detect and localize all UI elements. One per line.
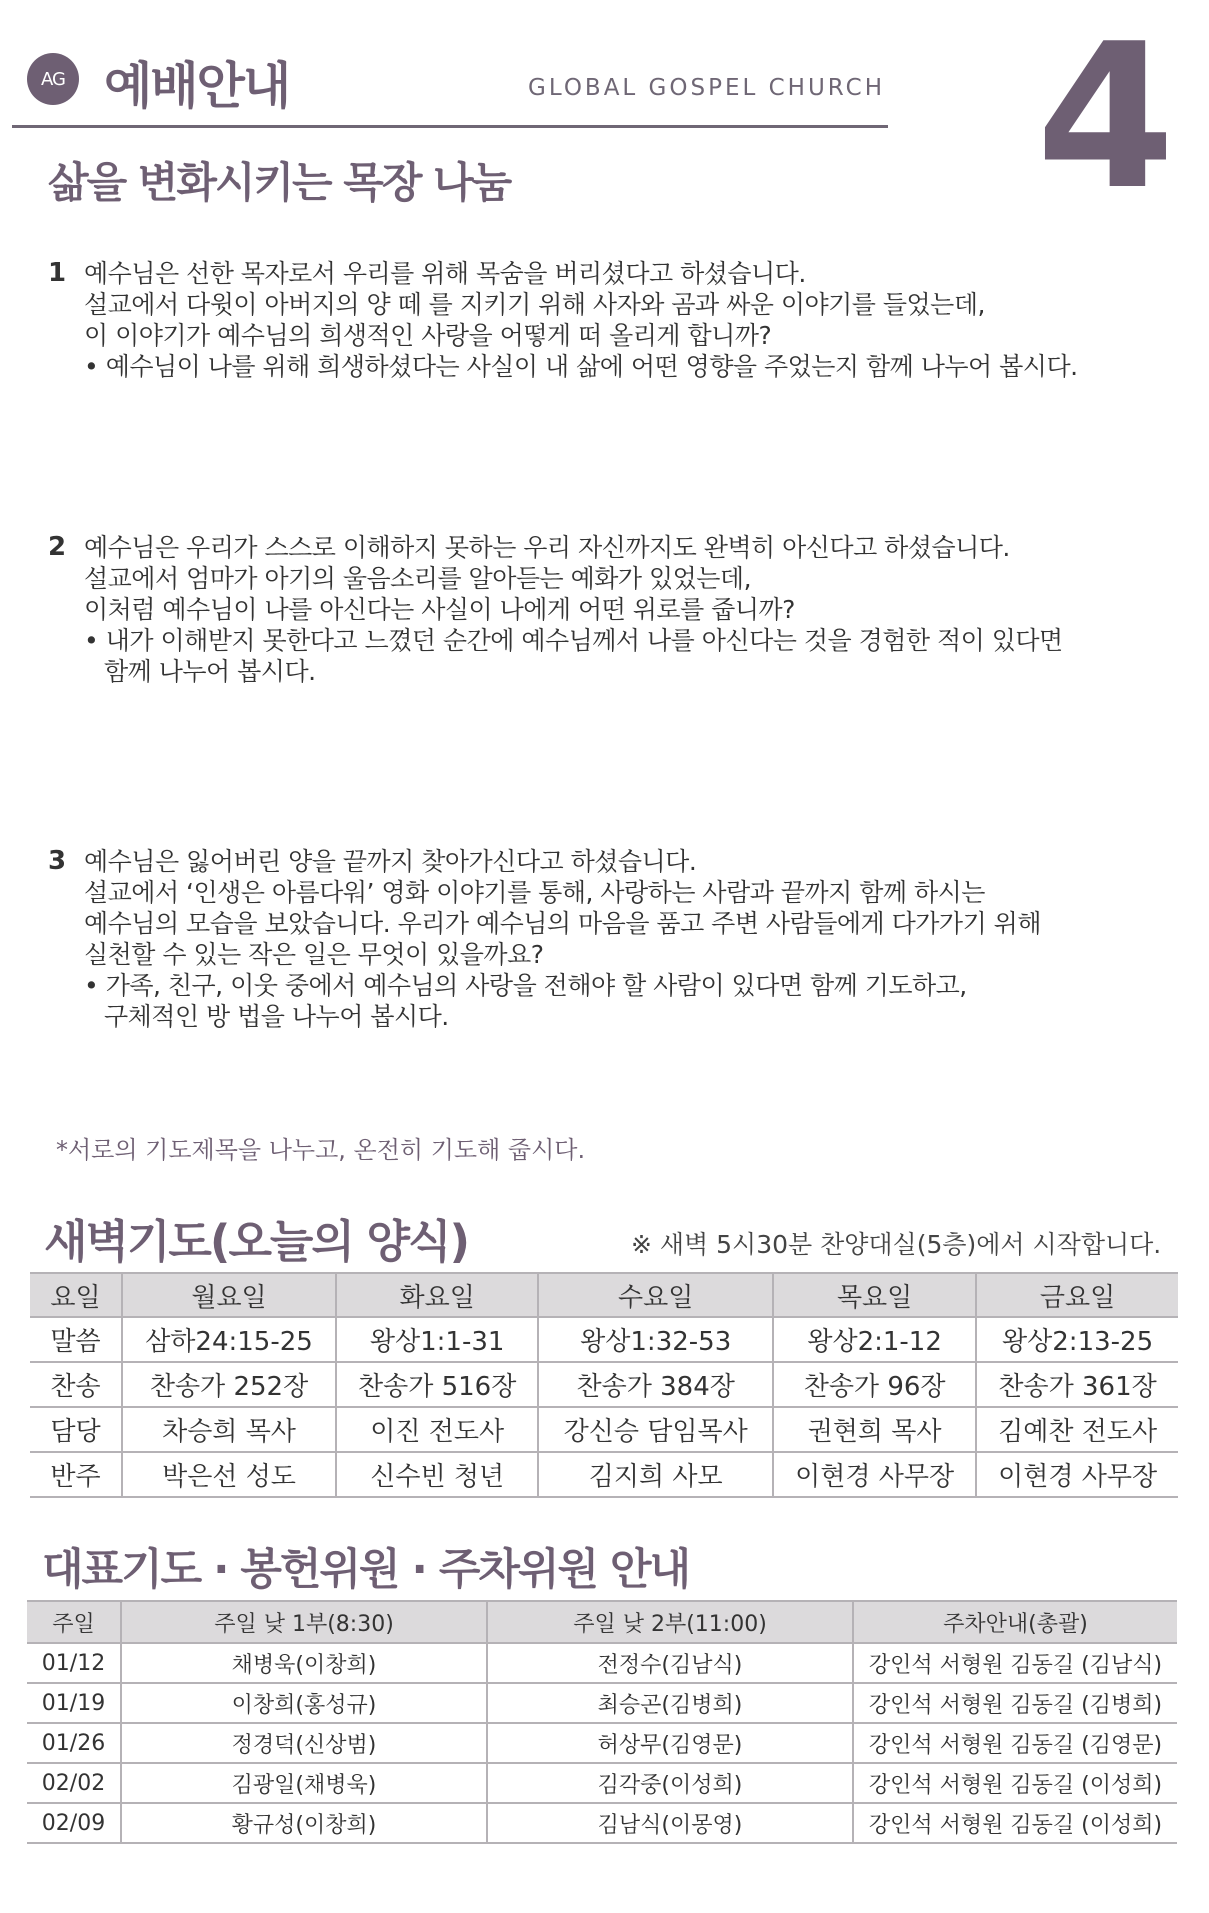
table-cell: 강인석 서형원 김동길 (김병희) [853, 1683, 1177, 1723]
question-text [84, 258, 1078, 382]
table-cell: 김남식(이몽영) [487, 1803, 853, 1843]
logo-text: AG [41, 68, 65, 90]
column-header: 주일 낮 2부(11:00) [487, 1601, 853, 1643]
table-cell: 이현경 사무장 [976, 1452, 1178, 1497]
table-cell: 왕상1:1-31 [336, 1317, 538, 1362]
table-cell: 김지희 사모 [538, 1452, 773, 1497]
question-line: 이처럼 예수님이 나를 아신다는 사실이 나에게 어떤 위로를 줍니까? [84, 595, 795, 624]
question-line: 설교에서 엄마가 아기의 울음소리를 알아듣는 예화가 있었는데, [84, 564, 752, 593]
row-label: 찬송 [30, 1362, 122, 1407]
column-header: 화요일 [336, 1273, 538, 1317]
table-cell: 차승희 목사 [122, 1407, 336, 1452]
table-cell: 삼하24:15-25 [122, 1317, 336, 1362]
question-text [84, 846, 1041, 1032]
date-cell: 01/26 [27, 1723, 121, 1763]
table-cell: 신수빈 청년 [336, 1452, 538, 1497]
question-line: 설교에서 ‘인생은 아름다워’ 영화 이야기를 통해, 사랑하는 사람과 끝까지 함께 하시는 [84, 878, 985, 907]
table-row [27, 1803, 1177, 1843]
table-cell: 최승곤(김병희) [487, 1683, 853, 1723]
row-label: 반주 [30, 1452, 122, 1497]
question-bullet: • 가족, 친구, 이웃 중에서 예수님의 사랑을 전해야 할 사람이 있다면 함께 기도하고, [84, 971, 967, 1000]
table-cell: 찬송가 96장 [773, 1362, 976, 1407]
column-header: 요일 [30, 1273, 122, 1317]
table-cell: 찬송가 252장 [122, 1362, 336, 1407]
question-line: 예수님은 선한 목자로서 우리를 위해 목숨을 버리셨다고 하셨습니다. [84, 259, 806, 288]
table-cell: 정경덕(신상범) [121, 1723, 487, 1763]
question-text [84, 532, 1063, 687]
table-cell: 허상무(김영문) [487, 1723, 853, 1763]
question-line: 예수님은 잃어버린 양을 끝까지 찾아가신다고 하셨습니다. [84, 847, 697, 876]
page-number: 4 [1036, 1, 1176, 234]
question-number: 2 [48, 532, 67, 562]
question-bullet: • 내가 이해받지 못한다고 느꼈던 순간에 예수님께서 나를 아신다는 것을 경험한 적이 있다면 [84, 626, 1063, 655]
table-cell: 김예찬 전도사 [976, 1407, 1178, 1452]
section-title: 예배안내 [104, 57, 290, 115]
table-row [27, 1763, 1177, 1803]
table-cell: 강신승 담임목사 [538, 1407, 773, 1452]
table-cell: 찬송가 361장 [976, 1362, 1178, 1407]
table-cell: 김각중(이성희) [487, 1763, 853, 1803]
table-cell: 김광일(채병욱) [121, 1763, 487, 1803]
question-line: 예수님의 모습을 보았습니다. 우리가 예수님의 마음을 품고 주변 사람들에게 다가가기 위해 [84, 909, 1041, 938]
table-cell: 찬송가 384장 [538, 1362, 773, 1407]
table-cell: 채병욱(이창희) [121, 1643, 487, 1683]
table-cell: 찬송가 516장 [336, 1362, 538, 1407]
sharing-title: 삶을 변화시키는 목장 나눔 [48, 158, 511, 207]
table-cell: 이현경 사무장 [773, 1452, 976, 1497]
table-header-row [27, 1601, 1177, 1643]
question-line: 설교에서 다윗이 아버지의 양 떼 를 지키기 위해 사자와 곰과 싸운 이야기를 들었는데, [84, 290, 985, 319]
table-row [30, 1407, 1178, 1452]
table-cell: 박은선 성도 [122, 1452, 336, 1497]
column-header: 수요일 [538, 1273, 773, 1317]
table-row [30, 1362, 1178, 1407]
question-line: 이 이야기가 예수님의 희생적인 사랑을 어떻게 떠 올리게 합니까? [84, 321, 772, 350]
table-cell: 강인석 서형원 김동길 (이성희) [853, 1763, 1177, 1803]
dawn-prayer-note: ※ 새벽 5시30분 찬양대실(5층)에서 시작합니다. [631, 1230, 1162, 1259]
representatives-title: 대표기도 · 봉헌위원 · 주차위원 안내 [42, 1545, 690, 1595]
table-cell: 이진 전도사 [336, 1407, 538, 1452]
date-cell: 01/19 [27, 1683, 121, 1723]
dawn-prayer-table [30, 1272, 1178, 1498]
question-bullet-continued: 함께 나누어 봅시다. [104, 657, 316, 686]
question-line: 예수님은 우리가 스스로 이해하지 못하는 우리 자신까지도 완벽히 아신다고 하셨습니다. [84, 533, 1010, 562]
header-divider [12, 125, 888, 128]
table-cell: 권현희 목사 [773, 1407, 976, 1452]
column-header: 주일 낮 1부(8:30) [121, 1601, 487, 1643]
church-name: GLOBAL GOSPEL CHURCH [528, 75, 885, 101]
date-cell: 02/09 [27, 1803, 121, 1843]
dawn-prayer-title: 새벽기도(오늘의 양식) [44, 1215, 469, 1268]
table-cell: 황규성(이창희) [121, 1803, 487, 1843]
table-cell: 이창희(홍성규) [121, 1683, 487, 1723]
question-number: 3 [48, 846, 67, 876]
table-cell: 강인석 서형원 김동길 (김영문) [853, 1723, 1177, 1763]
row-label: 말씀 [30, 1317, 122, 1362]
table-row [30, 1452, 1178, 1497]
table-row [27, 1683, 1177, 1723]
column-header: 주차안내(총괄) [853, 1601, 1177, 1643]
date-cell: 02/02 [27, 1763, 121, 1803]
column-header: 목요일 [773, 1273, 976, 1317]
table-cell: 왕상1:32-53 [538, 1317, 773, 1362]
church-logo [27, 53, 79, 105]
prayer-note: *서로의 기도제목을 나누고, 온전히 기도해 줍시다. [56, 1136, 586, 1164]
table-cell: 왕상2:13-25 [976, 1317, 1178, 1362]
question-bullet-continued: 구체적인 방 법을 나누어 봅시다. [104, 1002, 449, 1031]
table-row [27, 1643, 1177, 1683]
column-header: 금요일 [976, 1273, 1178, 1317]
row-label: 담당 [30, 1407, 122, 1452]
date-cell: 01/12 [27, 1643, 121, 1683]
column-header: 월요일 [122, 1273, 336, 1317]
table-cell: 강인석 서형원 김동길 (이성희) [853, 1803, 1177, 1843]
representatives-table [27, 1600, 1177, 1844]
column-header: 주일 [27, 1601, 121, 1643]
table-header-row [30, 1273, 1178, 1317]
question-number: 1 [48, 258, 67, 288]
table-row [30, 1317, 1178, 1362]
table-row [27, 1723, 1177, 1763]
question-line: 실천할 수 있는 작은 일은 무엇이 있을까요? [84, 940, 544, 969]
table-cell: 강인석 서형원 김동길 (김남식) [853, 1643, 1177, 1683]
table-cell: 왕상2:1-12 [773, 1317, 976, 1362]
question-bullet: • 예수님이 나를 위해 희생하셨다는 사실이 내 삶에 어떤 영향을 주었는지 함께 나누어 봅시다. [84, 352, 1078, 381]
table-cell: 전정수(김남식) [487, 1643, 853, 1683]
